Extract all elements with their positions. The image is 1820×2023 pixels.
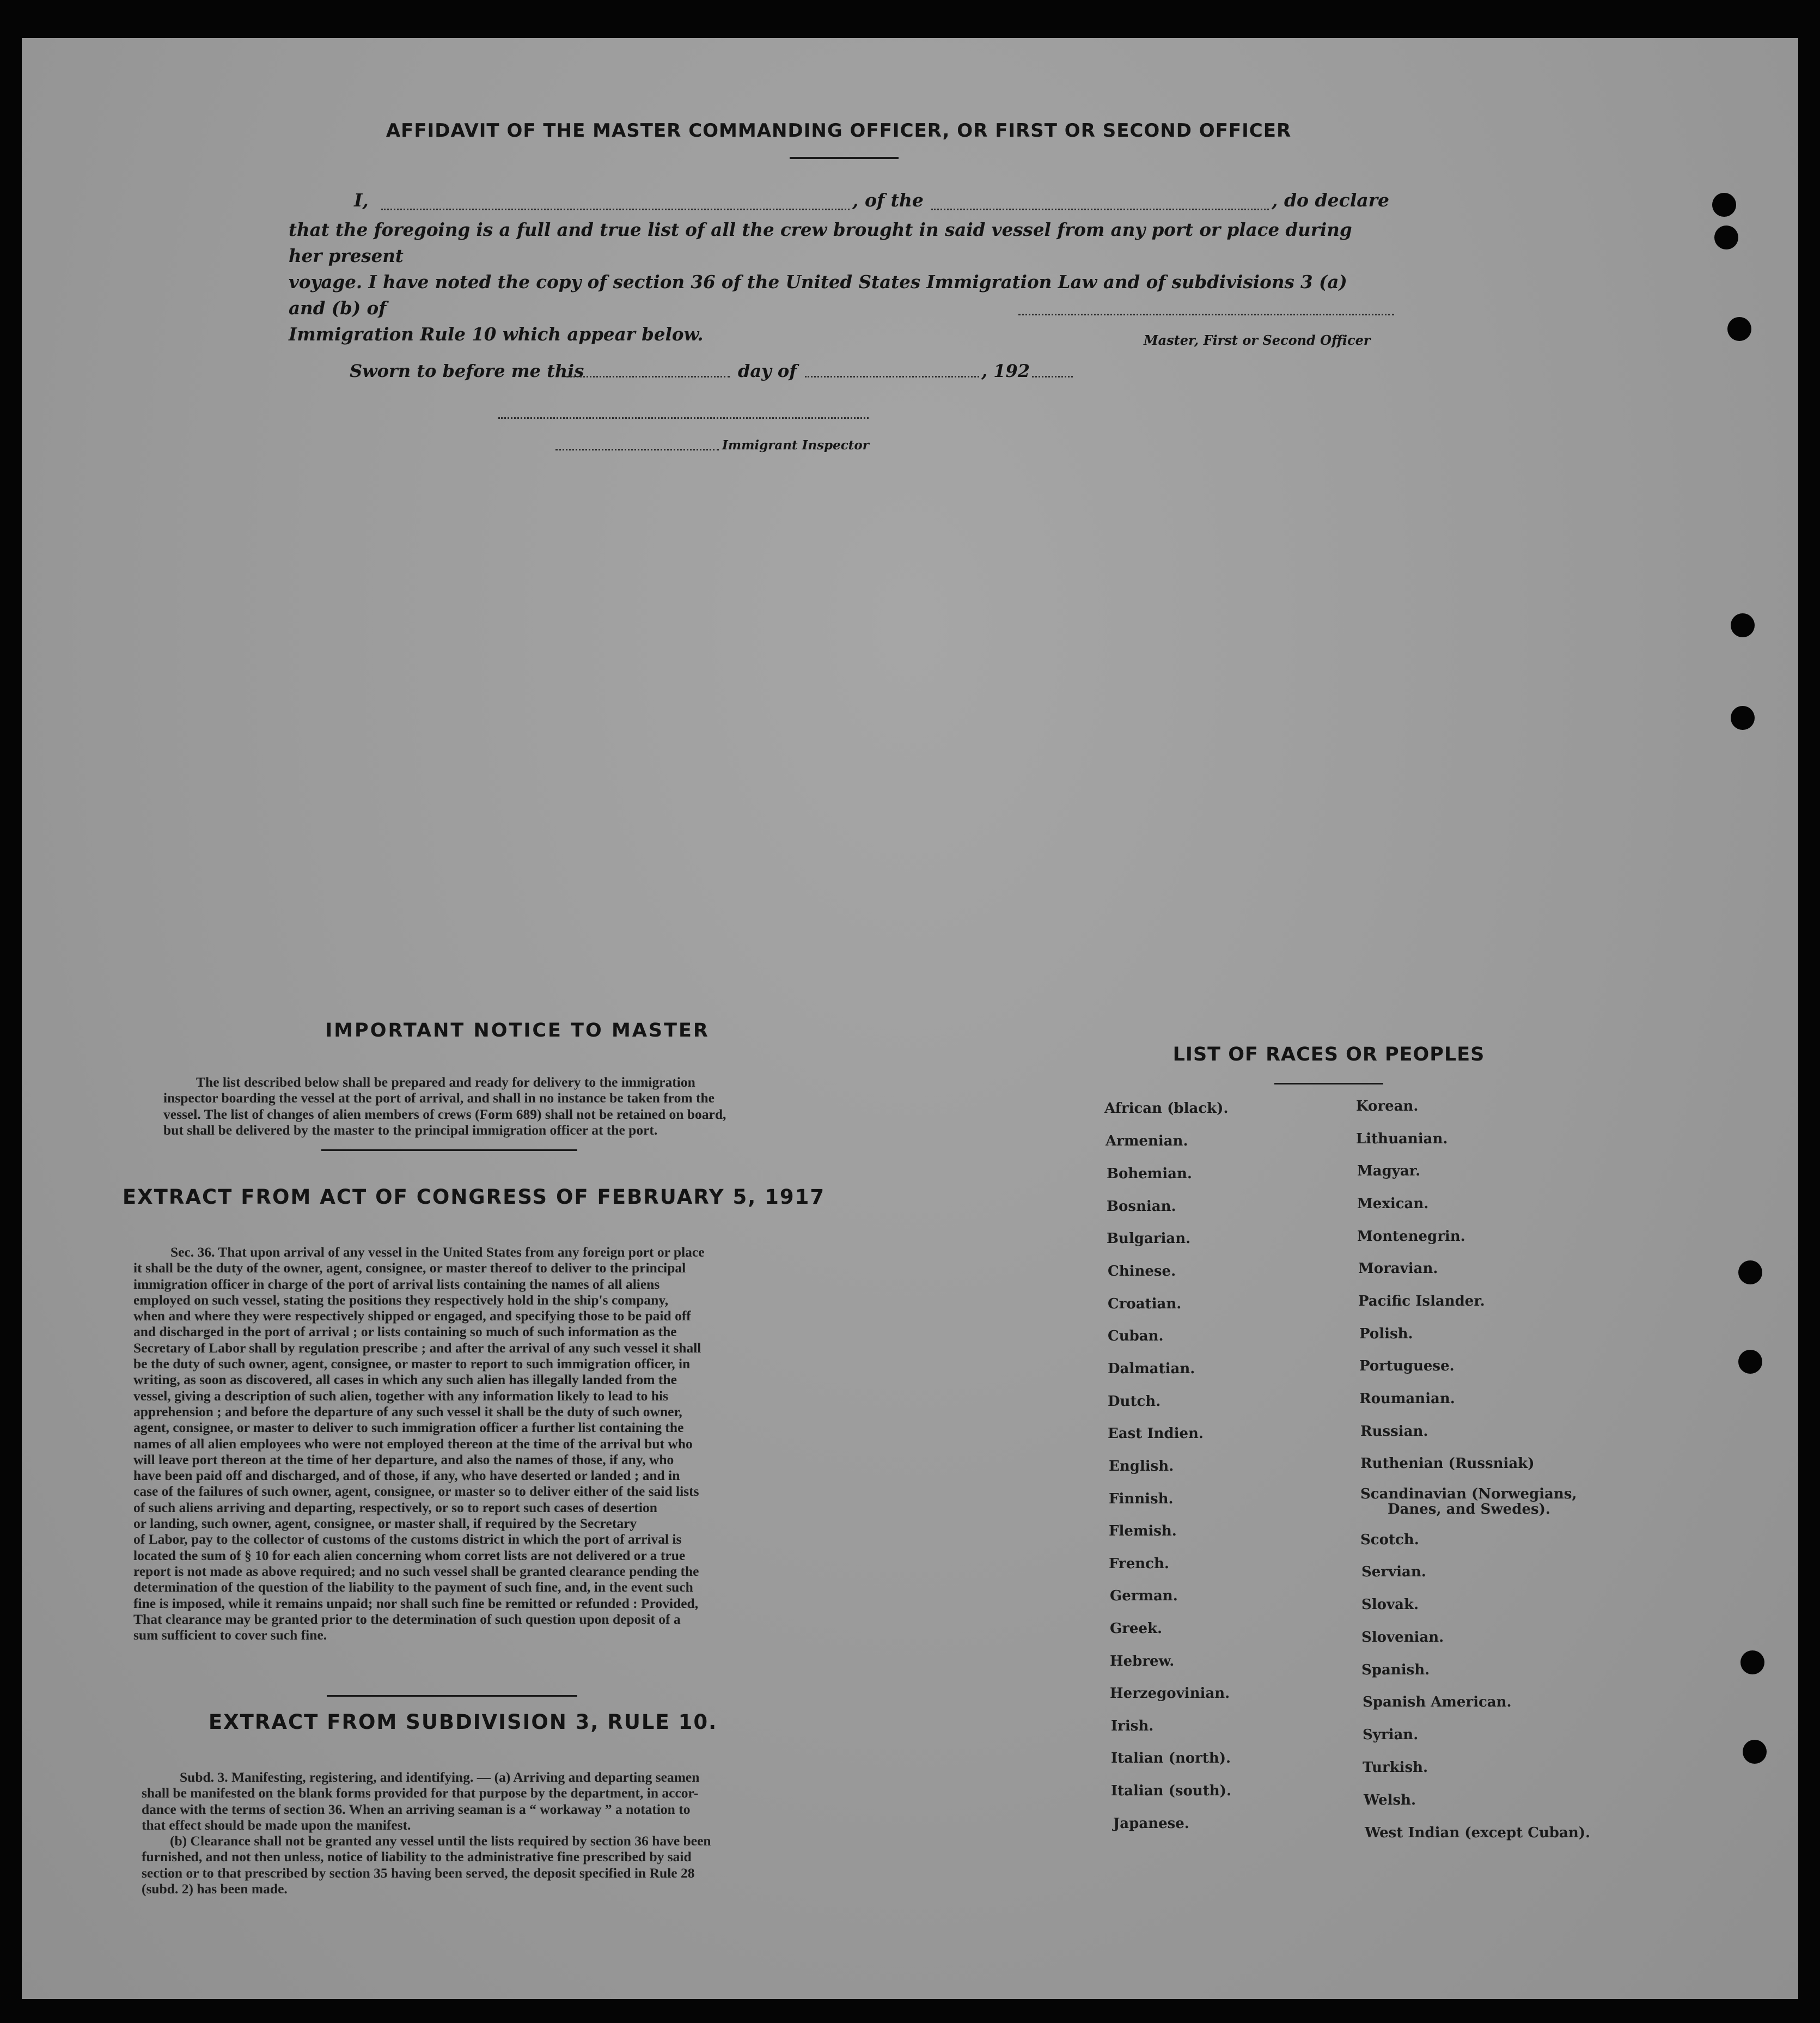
race-item: Magyar. <box>1357 1163 1421 1179</box>
act-paragraph <box>133 1244 809 1643</box>
inspector-label: Immigrant Inspector <box>722 438 869 453</box>
race-item: Mexican. <box>1357 1196 1429 1212</box>
name-blank[interactable] <box>381 209 850 210</box>
act-line: be the duty of such owner, agent, consignee, or master to report to such immigration officer, in <box>133 1356 691 1372</box>
race-item: Bohemian. <box>1107 1166 1192 1182</box>
race-item: Polish. <box>1359 1326 1413 1342</box>
races-title: LIST OF RACES OR PEOPLES <box>1172 1044 1485 1065</box>
race-item: Croatian. <box>1108 1296 1182 1312</box>
race-item: Greek. <box>1110 1620 1163 1637</box>
title-underline <box>790 157 899 159</box>
act-divider <box>327 1695 577 1697</box>
affidavit-i: I, <box>354 190 369 211</box>
race-item: Moravian. <box>1358 1260 1438 1277</box>
rule-line: (subd. 2) has been made. <box>142 1881 288 1897</box>
act-line: vessel, giving a description of such alien, together with any information likely to lead to his <box>133 1387 668 1404</box>
act-line: fine is imposed, while it remains unpaid; nor shall such fine be remitted or refunded : Provided, <box>133 1595 699 1611</box>
race-item: Syrian. <box>1363 1727 1419 1743</box>
punch-hole <box>1738 1350 1762 1374</box>
act-line: writing, as soon as discovered, all cases in which any such alien has illegally landed from the <box>133 1372 677 1388</box>
year-label: , 192 <box>981 361 1030 381</box>
race-item: French. <box>1109 1556 1169 1572</box>
race-item: Chinese. <box>1108 1263 1176 1279</box>
year-blank[interactable] <box>1032 376 1073 377</box>
act-line: sum sufficient to cover such fine. <box>133 1627 327 1643</box>
race-item: Portuguese. <box>1359 1358 1455 1374</box>
act-line: of such aliens arriving and departing, respectively, or so to report such cases of desertion <box>133 1499 657 1515</box>
act-line: immigration officer in charge of the port of arrival lists containing the names of all aliens <box>133 1276 660 1292</box>
rule-line: furnished, and not then unless, notice of liability to the administrative fine prescribed by said <box>142 1849 692 1865</box>
race-item: German. <box>1110 1588 1178 1604</box>
race-item: Armenian. <box>1106 1133 1188 1149</box>
rule-line: (b) Clearance shall not be granted any vessel until the lists required by section 36 have been <box>170 1833 711 1849</box>
signature-blank[interactable] <box>1018 314 1394 315</box>
race-item: Hebrew. <box>1110 1653 1175 1669</box>
race-item: Italian (north). <box>1111 1750 1231 1766</box>
affidavit-do-declare: , do declare <box>1272 190 1390 211</box>
act-line: employed on such vessel, stating the positions they respectively hold in the ship's company, <box>133 1291 669 1308</box>
notice-line: but shall be delivered by the master to the principal immigration officer at the port. <box>163 1122 658 1138</box>
race-item: Korean. <box>1356 1098 1419 1114</box>
rule-paragraph <box>142 1769 811 1897</box>
act-line: Secretary of Labor shall by regulation prescribe ; and after the arrival of any such vessel it shall <box>133 1339 701 1356</box>
act-line: determination of the question of the liability to the payment of such fine, and, in the event such <box>133 1579 693 1595</box>
race-item: Dutch. <box>1108 1393 1161 1410</box>
notice-line: The list described below shall be prepared and ready for delivery to the immigration <box>196 1074 695 1090</box>
race-item: Turkish. <box>1363 1759 1428 1776</box>
race-item: Herzegovinian. <box>1110 1685 1230 1702</box>
act-line: names of all alien employees who were not employed thereon at the time of the arrival but who <box>133 1435 693 1452</box>
race-item: Japanese. <box>1113 1815 1189 1832</box>
act-line: Sec. 36. That upon arrival of any vessel in the United States from any foreign port or place <box>170 1244 705 1260</box>
race-item: Russian. <box>1360 1423 1428 1440</box>
race-item: Danes, and Swedes). <box>1388 1501 1550 1518</box>
race-item: Ruthenian (Russniak) <box>1360 1455 1535 1472</box>
notice-line: vessel. The list of changes of alien members of crews (Form 689) shall not be retained on board, <box>163 1106 726 1122</box>
affidavit-line: voyage. I have noted the copy of section 36 of the United States Immigration Law and of subdivisions 3 (a) and (b) of <box>289 271 1347 319</box>
affidavit-of-the: , of the <box>852 190 924 211</box>
signature-label: Master, First or Second Officer <box>1144 332 1371 348</box>
act-line: report is not made as above required; and no such vessel shall be granted clearance pending the <box>133 1563 699 1579</box>
race-item: Scotch. <box>1360 1532 1419 1548</box>
day-of-label: day of <box>738 361 797 381</box>
races-underline <box>1274 1083 1383 1084</box>
act-line: case of the failures of such owner, agent, consignee, or master so to deliver either of the said lists <box>133 1483 699 1500</box>
notice-title: IMPORTANT NOTICE TO MASTER <box>325 1020 710 1041</box>
punch-hole <box>1727 317 1751 341</box>
month-blank[interactable] <box>805 376 979 377</box>
race-item: Spanish American. <box>1363 1694 1512 1710</box>
punch-hole <box>1731 706 1755 730</box>
affidavit-line: that the foregoing is a full and true list of all the crew brought in said vessel from any port or place during her present <box>289 219 1352 266</box>
act-line: it shall be the duty of the owner, agent, consignee, or master thereof to deliver to the principal <box>133 1260 686 1276</box>
race-item: East Indien. <box>1108 1425 1204 1442</box>
inspector-signature-blank[interactable] <box>498 417 869 419</box>
act-line: located the sum of § 10 for each alien concerning whom corret lists are not delivered or a true <box>133 1547 686 1563</box>
act-line: agent, consignee, or master to deliver to such immigration officer a further list containing the <box>133 1419 684 1436</box>
affidavit-line: Immigration Rule 10 which appear below. <box>289 324 704 345</box>
punch-hole <box>1714 226 1738 249</box>
race-item: Scandinavian (Norwegians, <box>1360 1486 1577 1502</box>
rule-line: shall be manifested on the blank forms provided for that purpose by the department, in accor- <box>142 1785 699 1801</box>
rule-title: EXTRACT FROM SUBDIVISION 3, RULE 10. <box>208 1710 718 1734</box>
punch-hole <box>1712 193 1736 217</box>
race-item: African (black). <box>1104 1100 1229 1117</box>
act-line: will leave port thereon at the time of her departure, and also the names of those, if any, who <box>133 1451 674 1467</box>
race-item: Roumanian. <box>1359 1391 1455 1407</box>
act-line: and discharged in the port of arrival ; or lists containing so much of such information as the <box>133 1324 677 1340</box>
rule-line: that effect should be made upon the manifest. <box>142 1817 411 1833</box>
act-line: have been paid off and discharged, and of those, if any, who have deserted or landed ; and in <box>133 1467 680 1484</box>
sworn-label: Sworn to before me this <box>350 361 584 381</box>
affidavit-title: AFFIDAVIT OF THE MASTER COMMANDING OFFICER, OR FIRST OR SECOND OFFICER <box>386 120 1292 142</box>
vessel-blank[interactable] <box>931 209 1269 210</box>
race-item: Bulgarian. <box>1107 1230 1191 1247</box>
race-item: Pacific Islander. <box>1358 1293 1485 1309</box>
race-item: Flemish. <box>1109 1523 1177 1539</box>
race-item: West Indian (except Cuban). <box>1365 1825 1591 1841</box>
act-line: apprehension ; and before the departure of any such vessel it shall be the duty of such owner, <box>133 1403 682 1419</box>
act-title: EXTRACT FROM ACT OF CONGRESS OF FEBRUARY 5, 1917 <box>122 1185 826 1209</box>
race-item: Welsh. <box>1364 1792 1416 1808</box>
notice-divider <box>321 1149 577 1151</box>
act-line: or landing, such owner, agent, consignee, or master shall, if required by the Secretary <box>133 1515 637 1532</box>
rule-line: section or to that prescribed by section 35 having been served, the deposit specified in Rule 28 <box>142 1864 695 1881</box>
race-item: Cuban. <box>1108 1328 1164 1344</box>
race-item: Montenegrin. <box>1357 1228 1465 1245</box>
day-blank[interactable] <box>566 376 730 377</box>
act-line: of Labor, pay to the collector of customs of the customs district in which the port of arrival is <box>133 1531 682 1547</box>
rule-line: Subd. 3. Manifesting, registering, and identifying. — (a) Arriving and departing seamen <box>180 1769 700 1785</box>
punch-hole <box>1743 1740 1767 1764</box>
race-item: Slovenian. <box>1361 1629 1444 1646</box>
act-line: when and where they were respectively shipped or engaged, and specifying those to be paid off <box>133 1308 691 1324</box>
act-line: That clearance may be granted prior to the determination of such question upon deposit of a <box>133 1611 681 1627</box>
race-item: Finnish. <box>1109 1491 1174 1507</box>
race-item: Servian. <box>1361 1564 1426 1580</box>
rule-line: dance with the terms of section 36. When an arriving seaman is a “ workaway ” a notation to <box>142 1801 691 1817</box>
race-item: Lithuanian. <box>1356 1131 1448 1147</box>
race-item: Italian (south). <box>1111 1783 1232 1799</box>
punch-hole <box>1731 613 1755 637</box>
race-item: Slovak. <box>1361 1597 1419 1613</box>
notice-line: inspector boarding the vessel at the port of arrival, and shall in no instance be taken from the <box>163 1090 714 1106</box>
inspector-line <box>555 449 719 450</box>
notice-paragraph <box>163 1074 806 1138</box>
punch-hole <box>1738 1260 1762 1284</box>
race-item: Spanish. <box>1361 1662 1430 1678</box>
race-item: English. <box>1109 1458 1174 1474</box>
punch-hole <box>1740 1650 1764 1674</box>
race-item: Irish. <box>1111 1718 1154 1734</box>
race-item: Dalmatian. <box>1108 1361 1195 1377</box>
race-item: Bosnian. <box>1107 1198 1176 1215</box>
